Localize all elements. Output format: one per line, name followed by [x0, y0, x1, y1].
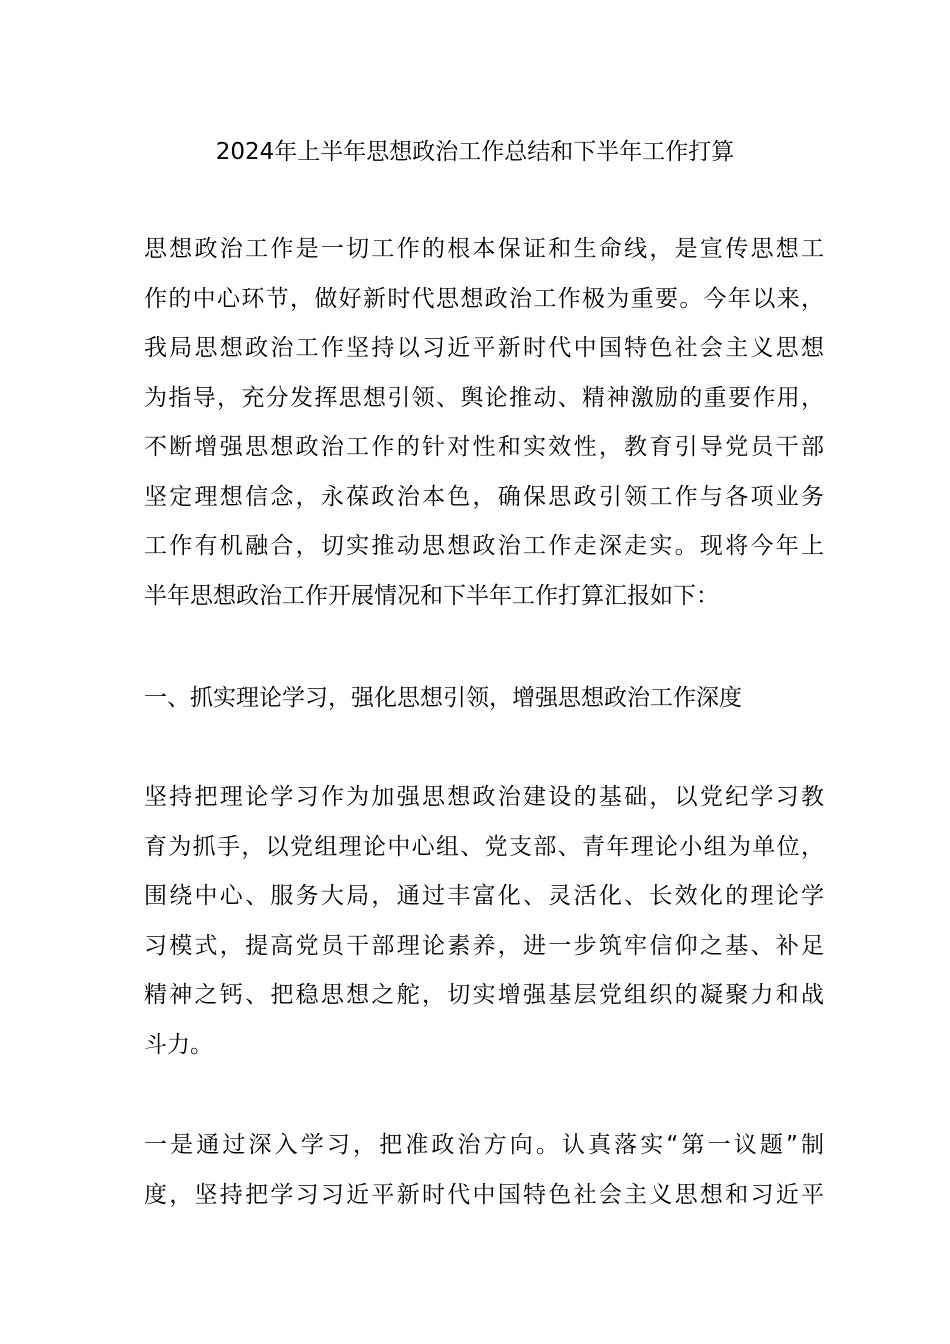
paragraph-line: 围绕中心、服务大局，通过丰富化、灵活化、长效化的理论学	[144, 883, 824, 909]
paragraph-line: 习模式，提高党员干部理论素养，进一步筑牢信仰之基、补足	[144, 932, 824, 959]
section-heading	[144, 674, 824, 724]
paragraph-line: 作的中心环节，做好新时代思想政治工作极为重要。今年以来，	[144, 285, 824, 312]
paragraph-line: 思想政治工作是一切工作的根本保证和生命线，是宣传思想工	[144, 236, 824, 262]
paragraph-line: 不断增强思想政治工作的针对性和实效性，教育引导党员干部	[144, 434, 824, 460]
paragraph-line: 我局思想政治工作坚持以习近平新时代中国特色社会主义思想	[144, 335, 824, 361]
paragraph-line: 精神之钙、把稳思想之舵，切实增强基层党组织的凝聚力和战	[144, 982, 824, 1008]
paragraph-line: 坚持把理论学习作为加强思想政治建设的基础，以党纪学习教	[144, 784, 824, 810]
paragraph-line: 一是通过深入学习，把准政治方向。认真落实“第一议题”制	[144, 1132, 824, 1158]
item-paragraph	[144, 1121, 824, 1220]
paragraph-line: 半年思想政治工作开展情况和下半年工作打算汇报如下：	[144, 582, 719, 609]
paragraph-line: 度，坚持把学习习近平新时代中国特色社会主义思想和习近平	[144, 1181, 824, 1208]
section-heading-text: 一、抓实理论学习，强化思想引领，增强思想政治工作深度	[144, 685, 742, 711]
paragraph-line: 坚定理想信念，永葆政治本色，确保思政引领工作与各项业务	[144, 483, 824, 510]
intro-paragraph	[144, 225, 824, 621]
paragraph-line: 育为抓手，以党组理论中心组、党支部、青年理论小组为单位，	[144, 833, 824, 860]
paragraph-line: 为指导，充分发挥思想引领、舆论推动、精神激励的重要作用，	[144, 384, 824, 411]
paragraph-line: 斗力。	[144, 1031, 213, 1058]
paragraph-line: 工作有机融合，切实推动思想政治工作走深走实。现将今年上	[144, 533, 824, 559]
document-title: 2024年上半年思想政治工作总结和下半年工作打算	[215, 139, 735, 165]
section-paragraph	[144, 773, 824, 1070]
